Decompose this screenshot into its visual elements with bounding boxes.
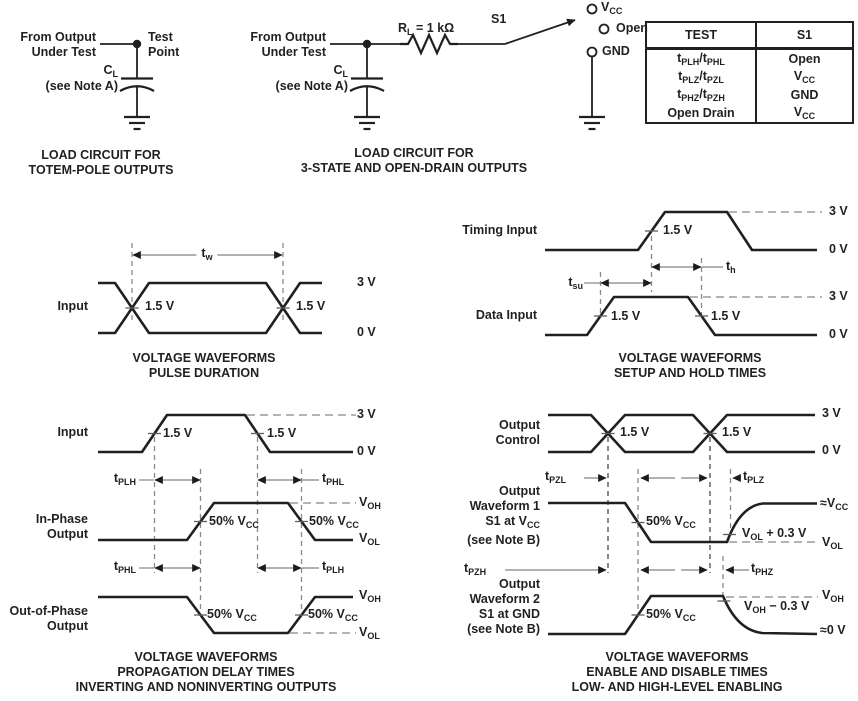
cell-test: $t_{PLZ}/t_{PZL}$ [678, 68, 724, 85]
pulse-input-label: Input [57, 299, 88, 313]
pd-50pct-label: 50% $V_{CC}$ [309, 514, 359, 530]
3state-cl-label: $C_L$ [333, 63, 348, 79]
approx-vcc-label: $\approx V_{CC}$ [820, 496, 849, 512]
3state-caption: LOAD CIRCUIT FOR 3-STATE AND OPEN-DRAIN OUTPUTS [300, 146, 528, 175]
pd-voh-label: $V_{OH}$ [359, 495, 381, 511]
switch-contact-gnd [588, 48, 597, 57]
timing-input-label: Timing Input [462, 223, 537, 237]
table-row [646, 104, 853, 123]
pulse-0v-label: 0 V [357, 325, 376, 339]
output-waveform-2-label: Output Waveform 2 S1 at GND (see Note B) [467, 577, 540, 636]
table-header-row [646, 22, 853, 49]
switch-contact-vcc [588, 5, 597, 14]
totem-source-label: From Output Under Test [20, 30, 96, 59]
input-waveform [98, 415, 353, 452]
en-threshold-label: 1.5 V [722, 425, 752, 439]
en-threshold-label: 1.5 V [620, 425, 650, 439]
pd-3v-label: 3 V [357, 407, 376, 421]
data-input-label: Data Input [475, 308, 537, 322]
tphl-label: $t_{PHL}$ [113, 559, 136, 575]
pd-voh-label: $V_{OH}$ [359, 588, 381, 604]
tpzh-label: $t_{PZH}$ [464, 561, 487, 577]
cell-s1: Open [756, 49, 853, 69]
tphz-label: $t_{PHZ}$ [751, 561, 774, 577]
load-circuit-3state [330, 5, 609, 130]
vol-plus-03-label: $V_{OL} + 0.3$ V [742, 526, 807, 542]
table-row [646, 68, 853, 86]
pd-50pct-label: 50% $V_{CC}$ [308, 607, 358, 623]
3state-note-a-label: (see Note A) [275, 79, 348, 93]
output-waveform-1-label: Output Waveform 1 S1 at $V_{CC}$ (see Note B) [467, 484, 540, 547]
data-input-waveform [545, 297, 817, 335]
th-label: $t_h$ [726, 259, 736, 275]
switch-pos-gnd-label: GND [602, 44, 630, 58]
ground-symbol [579, 117, 605, 129]
pd-vol-label: $V_{OL}$ [359, 625, 380, 641]
sh-0v-label: 0 V [829, 242, 848, 256]
cell-test: Open Drain [667, 105, 735, 120]
table-header-s1: S1 [756, 22, 853, 49]
pd-0v-label: 0 V [357, 444, 376, 458]
en-50pct-label: 50% $V_{CC}$ [646, 607, 696, 623]
s1-test-table [645, 21, 854, 124]
sh-threshold-label: 1.5 V [711, 309, 741, 323]
sh-3v-label: 3 V [829, 204, 848, 218]
pulse-caption: VOLTAGE WAVEFORMS PULSE DURATION [132, 351, 276, 380]
table-row [646, 86, 853, 104]
tplz-label: $t_{PLZ}$ [743, 469, 765, 485]
pd-vol-label: $V_{OL}$ [359, 531, 380, 547]
in-phase-output-label: In-Phase Output [35, 512, 88, 541]
approx-0v-label: ≈0 V [820, 623, 846, 637]
switch-arm [505, 20, 575, 44]
out-of-phase-output-label: Out-of-Phase Output [9, 604, 88, 633]
setup-hold-caption: VOLTAGE WAVEFORMS SETUP AND HOLD TIMES [613, 351, 767, 380]
pulse-threshold-label: 1.5 V [296, 299, 326, 313]
tsu-label: $t_{su}$ [568, 275, 583, 291]
table-row [646, 49, 853, 69]
switch-pos-open-label: Open [616, 21, 648, 35]
ground-symbol [124, 117, 150, 129]
en-voh-label: $V_{OH}$ [822, 588, 844, 604]
output-control-waveform-a [548, 415, 815, 452]
voh-minus-03-label: $V_{OH} - 0.3$ V [744, 599, 810, 615]
cell-s1: $V_{CC}$ [756, 104, 853, 123]
pulse-3v-label: 3 V [357, 275, 376, 289]
tw-label: $t_w$ [196, 247, 217, 264]
totem-note-a-label: (see Note A) [45, 79, 118, 93]
tplh-label: $t_{PLH}$ [113, 471, 136, 487]
tpzl-label: $t_{PZL}$ [545, 469, 567, 485]
cell-s1: GND [756, 86, 853, 104]
rl-resistor-label: $R_L = 1$ kΩ [398, 21, 455, 37]
test-point-label: Test Point [148, 30, 180, 59]
prop-delay-caption: VOLTAGE WAVEFORMS PROPAGATION DELAY TIMES INVERTING AND NONINVERTING OUTPUTS [75, 650, 337, 694]
switch-contact-open [600, 25, 609, 34]
sh-threshold-label: 1.5 V [663, 223, 693, 237]
pulse-threshold-label: 1.5 V [145, 299, 175, 313]
switch-pos-vcc-label: $V_{CC}$ [601, 0, 623, 16]
en-vol-label: $V_{OL}$ [822, 535, 843, 551]
pd-threshold-label: 1.5 V [267, 426, 297, 440]
en-50pct-label: 50% $V_{CC}$ [646, 514, 696, 530]
tplh-label: $t_{PLH}$ [322, 559, 345, 575]
cell-test: $t_{PLH}/t_{PHL}$ [677, 50, 725, 67]
pd-input-label: Input [57, 425, 88, 439]
totem-cl-label: $C_L$ [103, 63, 118, 79]
totem-caption: LOAD CIRCUIT FOR TOTEM-POLE OUTPUTS [28, 148, 174, 177]
3state-source-label: From Output Under Test [250, 30, 326, 59]
pd-50pct-label: 50% $V_{CC}$ [209, 514, 259, 530]
s1-switch-label: S1 [491, 12, 507, 26]
enable-disable-caption: VOLTAGE WAVEFORMS ENABLE AND DISABLE TIMES LOW- AND HIGH-LEVEL ENABLING [571, 650, 783, 694]
output-control-label: Output Control [495, 418, 540, 447]
sh-0v-label: 0 V [829, 327, 848, 341]
output-control-waveform-b [548, 415, 815, 452]
en-0v-label: 0 V [822, 443, 841, 457]
table-header-test: TEST [646, 22, 756, 49]
sh-threshold-label: 1.5 V [611, 309, 641, 323]
cell-test: $t_{PHZ}/t_{PZH}$ [677, 86, 725, 103]
sh-3v-label: 3 V [829, 289, 848, 303]
en-3v-label: 3 V [822, 406, 841, 420]
cell-s1: $V_{CC}$ [756, 68, 853, 86]
tphl-label: $t_{PHL}$ [322, 471, 345, 487]
pd-50pct-label: 50% $V_{CC}$ [207, 607, 257, 623]
pd-threshold-label: 1.5 V [163, 426, 193, 440]
ground-symbol [354, 117, 380, 129]
